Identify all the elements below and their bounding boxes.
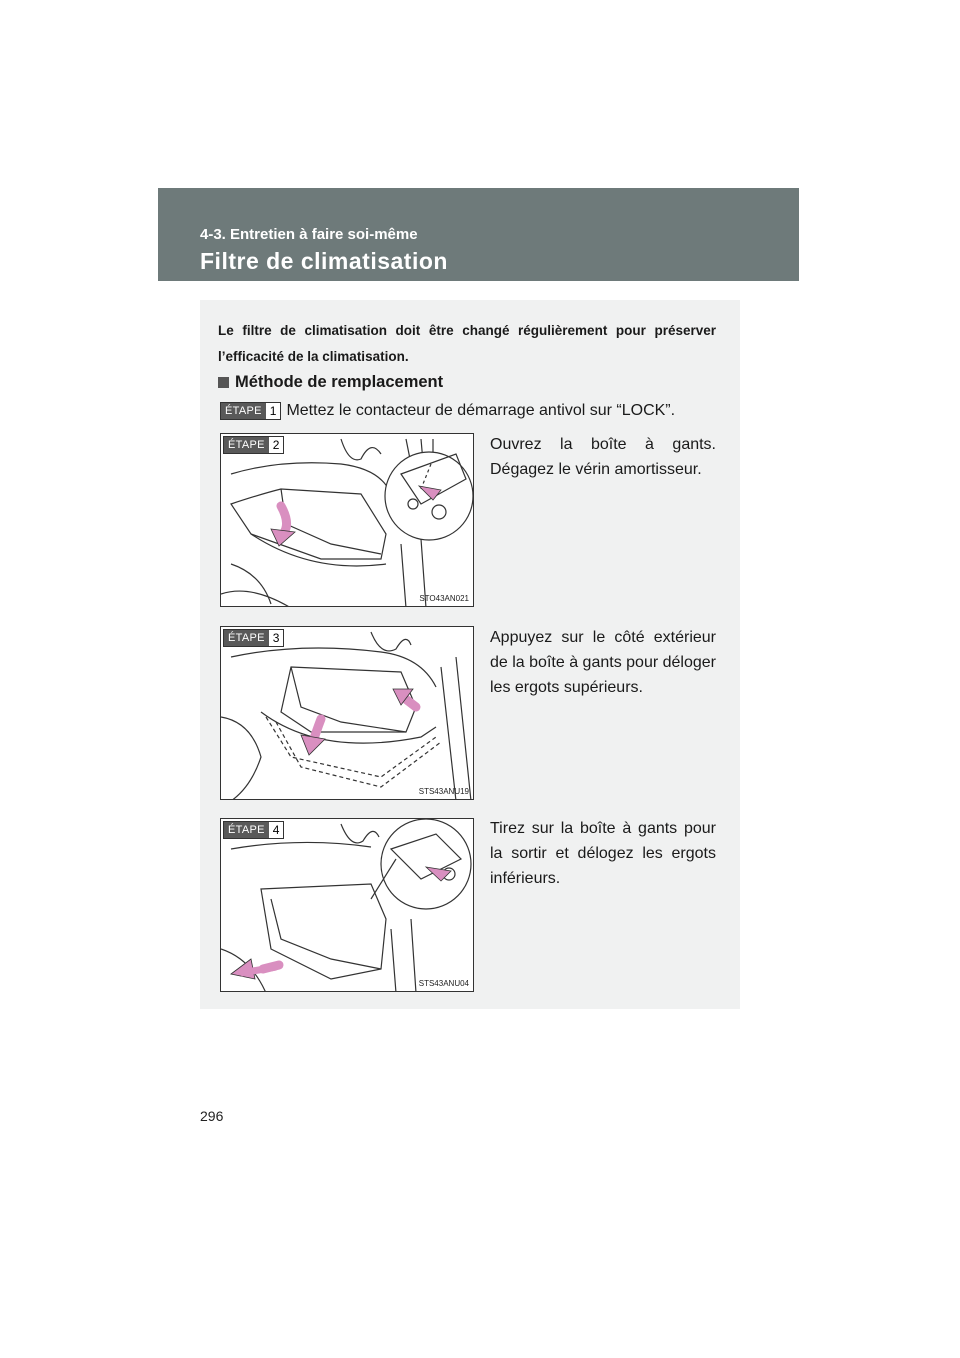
step-badge-word: ÉTAPE <box>224 822 269 838</box>
step-badge-number: 4 <box>269 822 284 838</box>
figure-code: STS43ANU04 <box>418 979 469 988</box>
subheading <box>218 373 443 392</box>
glovebox-push-drawing <box>221 627 474 800</box>
glovebox-open-drawing <box>221 434 474 607</box>
step-1 <box>220 402 675 420</box>
page-number: 296 <box>200 1108 224 1124</box>
figure-code: STS43ANU19 <box>418 787 469 796</box>
step-badge-word: ÉTAPE <box>224 437 269 453</box>
step-text: Tirez sur la boîte à gants pour la sortir et délogez les ergots inférieurs. <box>490 820 716 887</box>
step-2-illustration <box>220 433 474 607</box>
step-badge-number: 3 <box>269 630 284 646</box>
step-3-illustration <box>220 626 474 800</box>
step-text: Appuyez sur le côté extérieur de la boîte à gants pour déloger les ergots supérieurs. <box>490 629 716 696</box>
glovebox-remove-drawing <box>221 819 474 992</box>
intro-paragraph: Le filtre de climatisation doit être changé régulièrement pour préserver l’efficacité de la climatisation. <box>218 323 716 364</box>
step-badge <box>223 436 284 454</box>
step-4-illustration <box>220 818 474 992</box>
page-title: Filtre de climatisation <box>200 248 448 274</box>
step-badge <box>223 629 284 647</box>
step-badge <box>220 402 281 420</box>
step-badge-word: ÉTAPE <box>224 630 269 646</box>
square-bullet-icon <box>218 377 229 388</box>
step-badge <box>223 821 284 839</box>
section-header <box>158 188 799 281</box>
step-badge-number: 1 <box>266 403 281 419</box>
figure-code: STO43AN021 <box>419 594 469 603</box>
content-panel <box>200 300 740 1009</box>
step-badge-word: ÉTAPE <box>221 403 266 419</box>
step-text: Ouvrez la boîte à gants. Dégagez le vérin amortisseur. <box>490 436 716 478</box>
step-badge-number: 2 <box>269 437 284 453</box>
subheading-text: Méthode de remplacement <box>235 373 444 391</box>
section-label: 4-3. Entretien à faire soi-même <box>200 226 418 243</box>
step-text: Mettez le contacteur de démarrage antivol sur “LOCK”. <box>286 402 676 419</box>
